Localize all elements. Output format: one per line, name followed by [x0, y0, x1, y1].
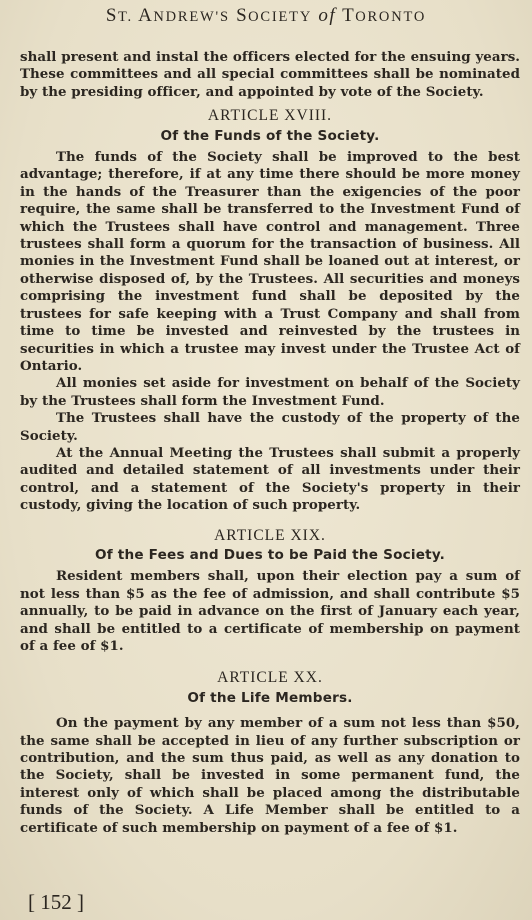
intro-paragraph: shall present and instal the officers elected for the ensuing years. These committees and all special committees shall be nominated by the presiding officer, and appointed by vote of the Society. — [20, 49, 520, 100]
article-18-paragraph-2: All monies set aside for investment on behalf of the Society by the Trustees shall form the Investment Fund. — [20, 375, 520, 409]
running-head-text: A — [138, 5, 154, 26]
article-18-paragraph-4: At the Annual Meeting the Trustees shall submit a properly audited and detailed statement of all investments under their control, and a statement of the Society's property in their custody, giving the location of such property. — [20, 444, 520, 514]
article-20-paragraph-1: On the payment by any member of a sum not less than $50, the same shall be accepted in lieu of any further subscription or contribution, and the sum thus paid, as well as any donation to the Society, shall be invested in some permanent fund, the interest only of which shall be placed among the distributable funds of the Society. A Life Member shall be entitled to a certificate of such membership on payment of a fee of $1. — [20, 715, 520, 836]
article-18-title: ARTICLE XVIII. — [207, 107, 333, 125]
running-head-text: of — [318, 5, 337, 26]
article-20-subtitle: Of the Life Members. — [187, 689, 353, 706]
running-head-text: NDREW'S — [153, 9, 230, 25]
page-number: [ 152 ] — [28, 890, 84, 914]
article-19-title: ARTICLE XIX. — [214, 526, 326, 544]
running-head — [0, 5, 532, 27]
article-19-paragraph-1: Resident members shall, upon their election pay a sum of not less than $5 as the fee of admission, and shall contribute $5 annually, to be paid in advance on the first of January each year, and shall be entitled to a certificate of membership on payment of a fee of $1. — [20, 568, 520, 654]
article-20-title: ARTICLE XX. — [217, 669, 323, 687]
running-head-text: S — [236, 5, 249, 26]
body-text — [20, 49, 520, 837]
article-19-subtitle: Of the Fees and Dues to be Paid the Society. — [94, 546, 446, 563]
running-head-text: OCIETY — [248, 9, 313, 25]
article-18-subtitle: Of the Funds of the Society. — [160, 127, 380, 144]
running-head-text: T — [342, 5, 356, 26]
running-head-text: ORONTO — [355, 9, 427, 25]
running-head-text: T. — [117, 9, 133, 25]
article-18-paragraph-3: The Trustees shall have the custody of the property of the Society. — [20, 410, 520, 444]
article-18-paragraph-1: The funds of the Society shall be improved to the best advantage; therefore, if at any time there should be more money in the hands of the Treasurer than the exigencies of the poor require, the same shall be transferred to the Investment Fund of which the Trustees shall have control and management. Three trustees shall form a quorum for the transaction of business. All monies in the Investment Fund shall be loaned out at interest, or otherwise disposed of, by the Trustees. All securities and moneys comprising the investment fund shall be deposited by the trustees for safe keeping with a Trust Company and shall from time to time be invested and reinvested by the trustees in securities in which a trustee may invest under the Trustee Act of Ontario. — [20, 149, 520, 374]
running-head-text: S — [105, 5, 118, 26]
